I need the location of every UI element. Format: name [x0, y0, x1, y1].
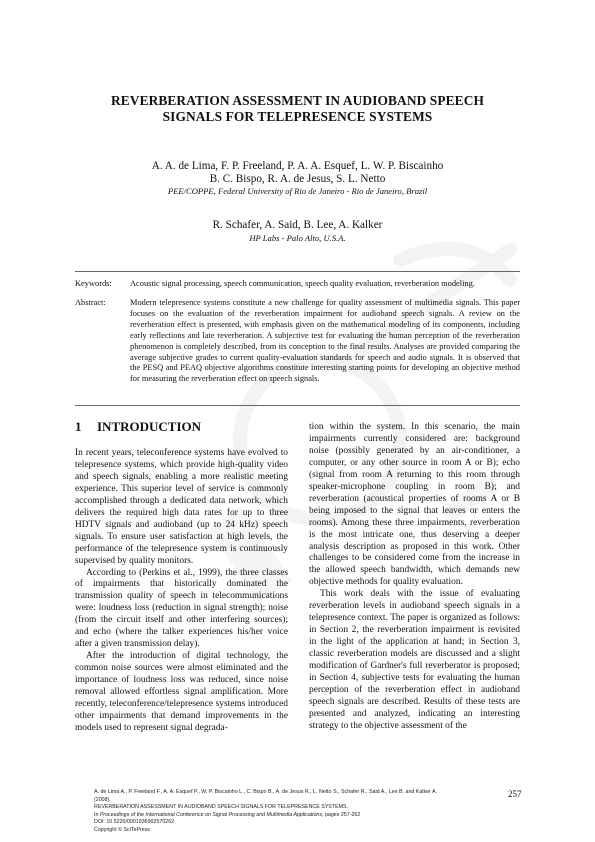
section-heading [75, 419, 201, 435]
affiliation-2: HP Labs - Palo Alto, U.S.A. [249, 233, 346, 243]
keywords-text: Acoustic signal processing, speech communication, speech quality evaluation, reverberation modeling. [130, 279, 475, 288]
paragraph: This work deals with the issue of evaluating reverberation levels in audioband speech signals in a telepresence context. The paper is organized as follows: in Section 2, the reverberation impairment is revisited in the light of the application at hand; in Section 3, classic reverberation models are discussed and a slight modification of Gardner's full reverberator is proposed; in Section 4, subjective tests for evaluating the human perception of the reverberation effect in audioband speech signals are described. Results of these tests are presented and analyzed, indicating an interesting strategy to the objective assessment of the [309, 589, 520, 731]
left-column [75, 448, 288, 735]
right-column [309, 422, 520, 733]
top-rule [75, 271, 520, 272]
footer-line: REVERBERATION ASSESSMENT IN AUDIOBAND SPEECH SIGNALS FOR TELEPRESENCE SYSTEMS. [94, 804, 349, 811]
title-line-2: SIGNALS FOR TELEPRESENCE SYSTEMS [162, 109, 433, 124]
keywords-label: Keywords: [75, 279, 112, 288]
bottom-rule [75, 405, 520, 406]
paragraph: According to (Perkins et al., 1999), the three classes of impairments that historically dominated the transmission quality of speech in telecommunications were: loudness loss (reduction in signal strength); noise (from the circuit itself and other interfering sources); and echo (where the talker experiences his/her voice after a given transmission delay). [75, 567, 288, 650]
footer-pages: , pages 257-262 [322, 811, 361, 818]
authors-line-1: A. A. de Lima, F. P. Freeland, P. A. A. Esquef, L. W. P. Biscainho [151, 160, 444, 172]
footer-line [94, 812, 504, 820]
footer-line: (2008). [94, 796, 111, 803]
proceedings-title: Proceedings of the International Conference on Signal Processing and Multimedia Applications [99, 811, 323, 818]
paper-title [60, 93, 535, 125]
title-line-1: REVERBERATION ASSESSMENT IN AUDIOBAND SPEECH [111, 93, 484, 108]
paragraph: tion within the system. In this scenario, the main impairments currently considered are: background noise (possibly generated by an air-conditioner, a computer, or any other source in room A or B); echo (signal from room A returning to this room through speaker-microphone coupling in room B); and reverberation (acoustical properties of rooms A or B being imposed to the signal that leaves or enters the rooms). Among these three impairments, reverberation is the most intricate one, thus deserving a deeper analysis description as proposed in this work. Other challenges to be considered come from the increase in the allowed speech bandwidth, which demands new objective methods for quality evaluation. [309, 422, 520, 588]
section-number: 1 [75, 419, 82, 434]
abstract-text: Modern telepresence systems constitute a new challenge for quality assessment of multimedia signals. This paper focuses on the evaluation of the reverberation impairment for audioband speech signals. A review on the reverberation effect is presented, with emphasis given on the mathematical modeling of its components, including early reflections and late reverberation. A subjective test for evaluating the human perception of the reverberation phenomenon is completely described, from its conception to the final results. Analyses are provided comparing the average subjective grades to current quality-evaluation standards for speech and audio signals. It is observed that the PESQ and PEAQ objective algorithms constitute interesting starting points for developing an objective method for measuring the reverberation effect on speech signals. [130, 298, 520, 384]
footer-doi: DOI: 10.5220/0001936902570262 [94, 819, 175, 826]
paragraph: In recent years, teleconference systems have evolved to telepresence systems, which provide high-quality video and speech signals, enabling a more realistic meeting experience. This superior level of service is commonly accomplished through a dedicated data network, which delivers the required high data rates for up to three HDTV signals and audioband (up to 24 kHz) speech signals. To ensure user satisfaction at high levels, the performance of the telepresence system is continuously supervised by quality monitors. [75, 448, 288, 566]
page-number: 257 [508, 789, 522, 799]
author-list-2: R. Schafer, A. Said, B. Lee, A. Kalker [212, 219, 383, 231]
citation-footer [94, 789, 504, 835]
author-list-1 [60, 160, 535, 186]
footer-prefix: In [94, 811, 100, 818]
affiliation-1: PEE/COPPE, Federal University of Rio de Janeiro - Rio de Janeiro, Brazil [167, 186, 428, 196]
authors-line-2: B. C. Bispo, R. A. de Jesus, S. L. Netto [209, 173, 386, 185]
footer-copyright: Copyright © SciTePress [94, 826, 151, 833]
abstract-label: Abstract: [75, 298, 106, 307]
paragraph: After the introduction of digital technology, the common noise sources were almost eliminated and the importance of loudness loss was reduced, since noise removal allowed effortless signal amplification. More recently, teleconference/telepresence systems introduced other impairments that demand improvements in the models used to represent signal degrada- [75, 651, 288, 733]
footer-line: A. de Lima A., P. Freeland F., A. A. Esquef P., W. P. Biscainho L., C. Bispo B., A. de Jesus R., L. Netto S., Schafer R., Said A., Lee B. and Kalker A. [94, 789, 438, 795]
section-title: INTRODUCTION [97, 419, 202, 434]
